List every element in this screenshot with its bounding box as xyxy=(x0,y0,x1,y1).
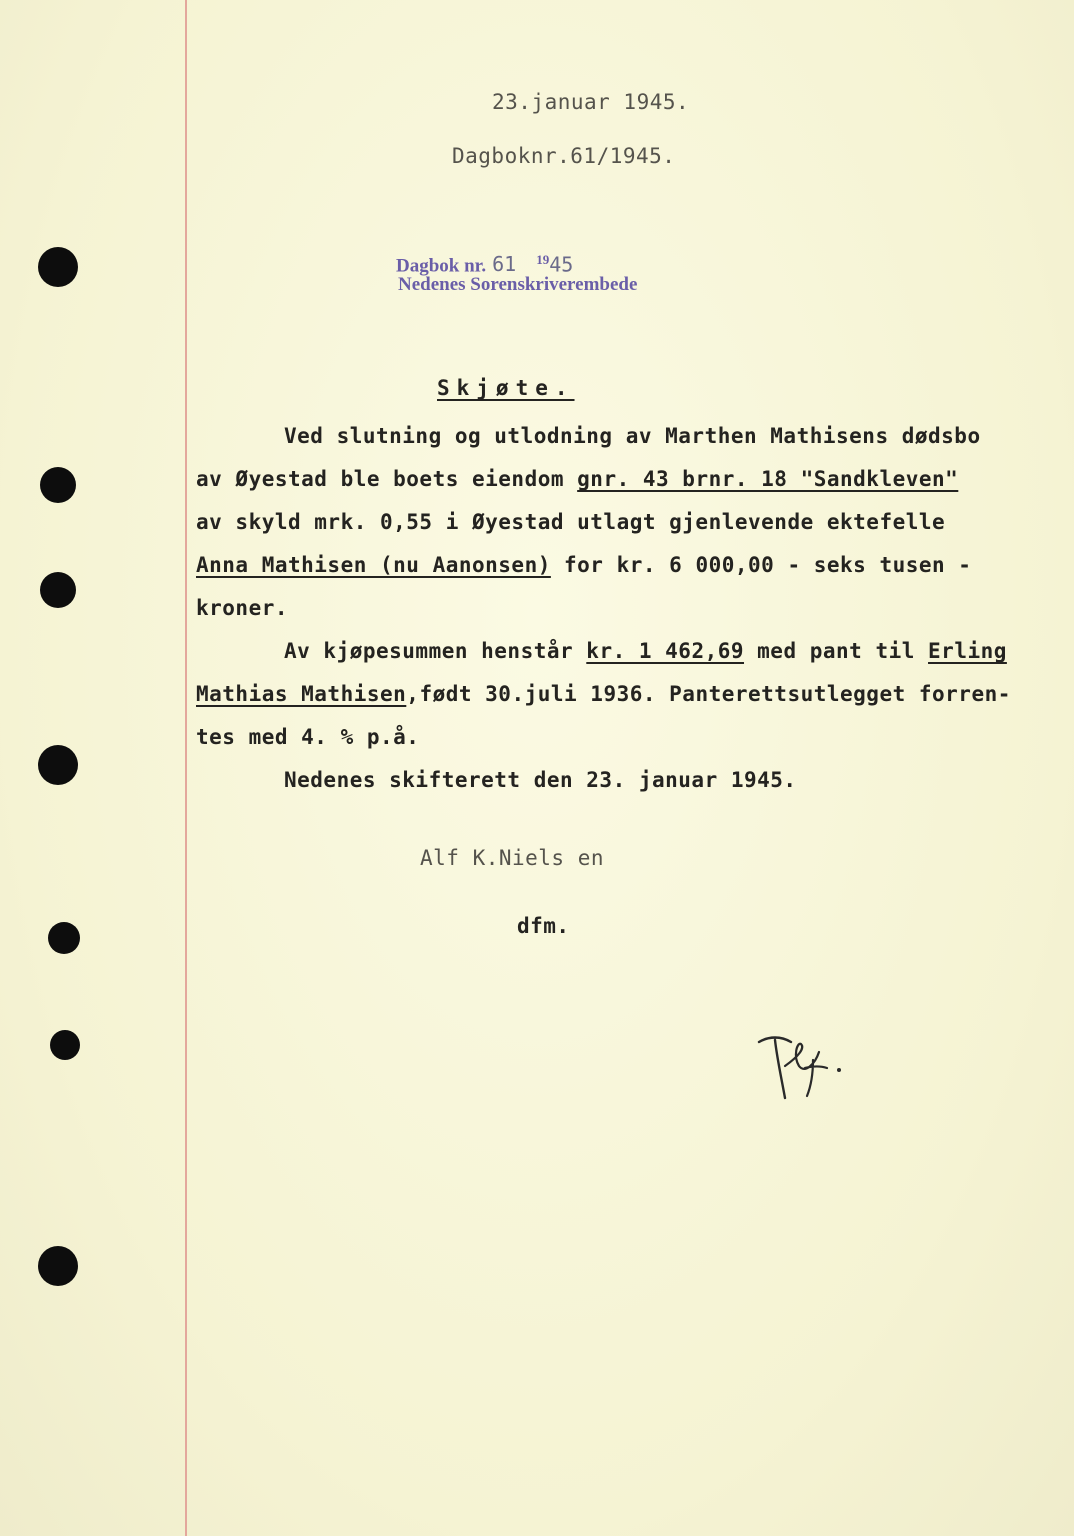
margin-line xyxy=(185,0,187,1536)
punch-hole xyxy=(40,467,76,503)
body-line xyxy=(284,639,1007,663)
body-line xyxy=(196,467,958,491)
body-text: Av kjøpesummen henstår xyxy=(284,639,587,663)
dfm-mark: dfm. xyxy=(517,914,570,938)
body-line: Nedenes skifterett den 23. januar 1945. xyxy=(284,768,797,792)
stamp-office: Nedenes Sorenskriverembede xyxy=(398,274,638,295)
body-line: av skyld mrk. 0,55 i Øyestad utlagt gjenlevende ektefelle xyxy=(196,510,946,534)
heir-name: Anna Mathisen (nu Aanonsen) xyxy=(196,553,551,577)
document-date: 23.januar 1945. xyxy=(492,90,690,114)
body-text: for kr. 6 000,00 - seks tusen - xyxy=(550,553,972,577)
amount: kr. 1 462,69 xyxy=(586,639,745,663)
property-reference: gnr. 43 brnr. 18 "Sandkleven" xyxy=(577,467,959,491)
stamp-number: 61 xyxy=(492,252,517,277)
body-text: ,født 30.juli 1936. Panterettsutlegget forren- xyxy=(406,682,1011,706)
stamp-year-prefix: 19 xyxy=(536,252,550,267)
body-line xyxy=(196,682,1011,706)
punch-hole xyxy=(38,247,78,287)
handwritten-initials-icon xyxy=(755,1030,875,1105)
punch-hole xyxy=(50,1030,80,1060)
document-title: Skjøte. xyxy=(437,376,575,400)
punch-hole xyxy=(40,572,76,608)
signature: Alf K.Niels en xyxy=(420,846,605,870)
body-line xyxy=(196,553,971,577)
body-line: tes med 4. % p.å. xyxy=(196,725,420,749)
body-line: Ved slutning og utlodning av Marthen Mathisens dødsbo xyxy=(284,424,981,448)
punch-hole xyxy=(48,922,80,954)
body-text: av Øyestad ble boets eiendom xyxy=(196,467,578,491)
stamp-label: Dagbok nr. xyxy=(396,255,487,277)
punch-hole xyxy=(38,745,78,785)
dagbok-number: Dagboknr.61/1945. xyxy=(452,144,676,168)
creditor-name: Mathias Mathisen xyxy=(196,682,407,706)
stamp-year-suffix: 45 xyxy=(549,252,574,277)
body-line: kroner. xyxy=(196,596,289,620)
punch-hole xyxy=(38,1246,78,1286)
body-text: med pant til xyxy=(744,639,929,663)
creditor-name: Erling xyxy=(928,639,1007,663)
